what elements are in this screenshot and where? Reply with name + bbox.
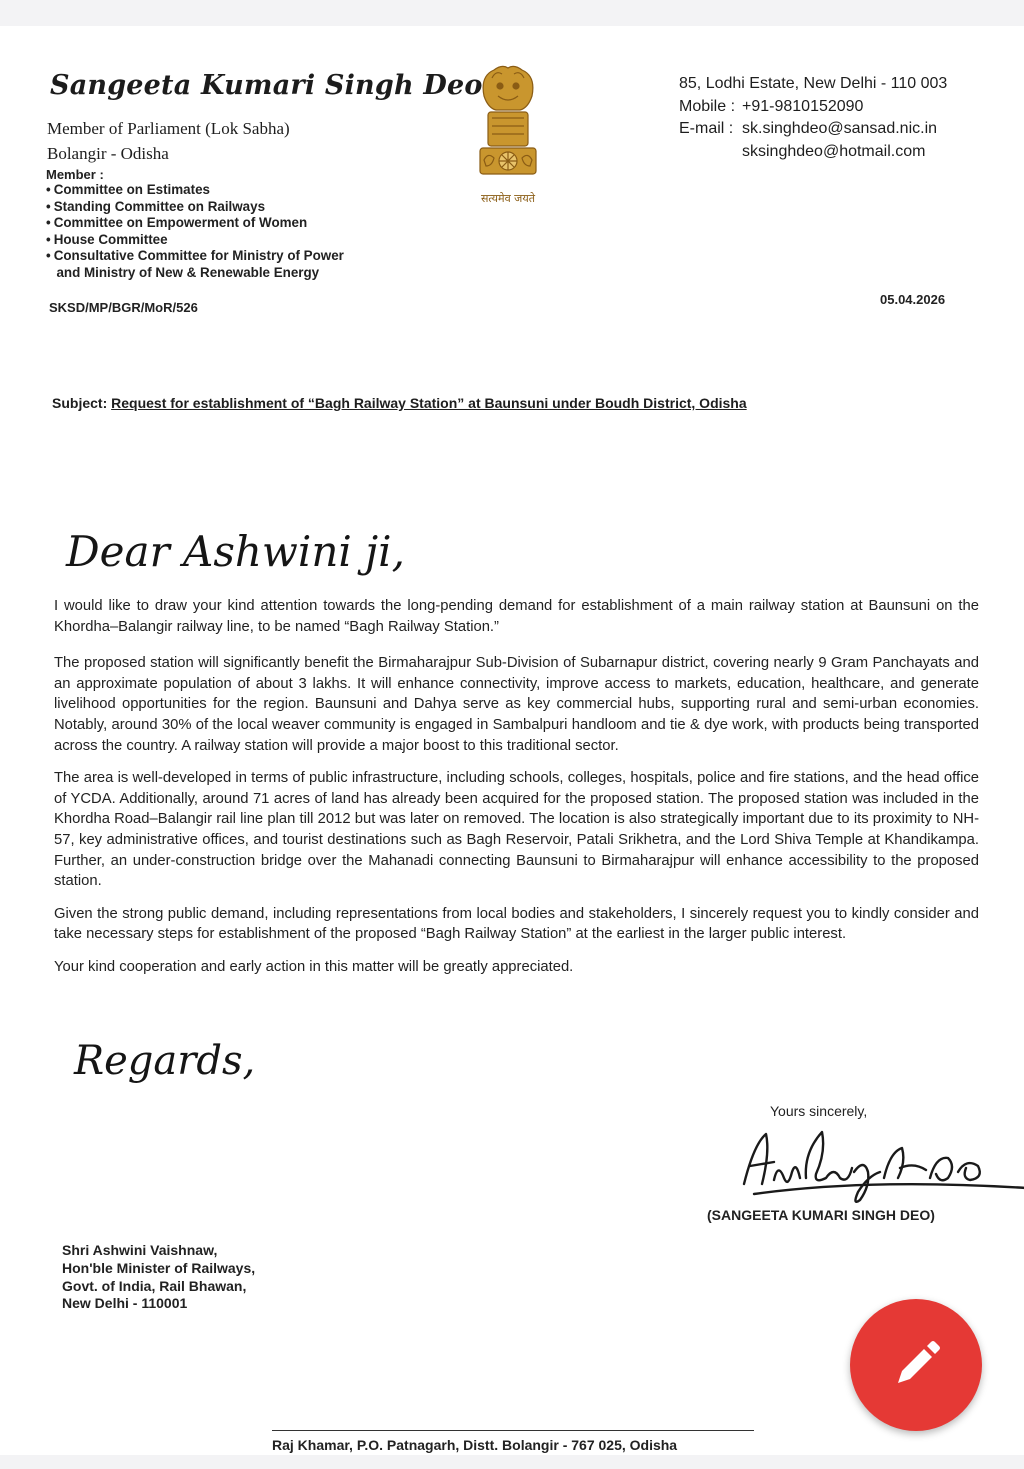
committee-item: • Standing Committee on Railways	[46, 199, 344, 216]
footer-rule	[272, 1430, 754, 1431]
body-paragraph: I would like to draw your kind attention towards the long-pending demand for establishment of a main railway station at Baunsuni on the Khordha–Balangir railway line, to be named “Bagh Railway Station.”	[54, 598, 979, 635]
body-paragraph: Given the strong public demand, including representations from local bodies and stakeholders, I sincerely request you to kindly consider and take necessary steps for establishment of the proposed “Bagh Railway Station” at the earliest in the larger public interest.	[54, 905, 979, 943]
body-paragraph: The proposed station will significantly benefit the Birmaharajpur Sub-Division of Subarnapur district, covering nearly 9 Gram Panchayats and an approximate population of about 3 lakhs. It will enhance connectivity, improve access to markets, education, healthcare, and generate livelihood opportunities for the region. Baunsuni and Dahya serve as key commercial hubs, supporting rural and semi-urban economies. Notably, around 30% of the local weaver community is engaged in Sambalpuri handloom and tie & dye work, with products being transported across the country. A railway station will provide a major boost to this traditional sector.	[54, 655, 979, 754]
reference-number: SKSD/MP/BGR/MoR/526	[49, 300, 198, 315]
addressee-block	[62, 1242, 255, 1313]
top-strip	[0, 0, 1024, 26]
mobile-label: Mobile :	[679, 97, 736, 115]
signature-mark	[730, 1122, 1024, 1212]
svg-text:Dear Ashwini ji,: Dear Ashwini ji,	[66, 527, 405, 576]
office-address: 85, Lodhi Estate, New Delhi - 110 003	[679, 75, 948, 92]
addressee-line: Hon'ble Minister of Railways,	[62, 1259, 256, 1276]
addressee-line: Shri Ashwini Vaishnaw,	[62, 1242, 218, 1258]
mp-constituency: Bolangir - Odisha	[47, 144, 169, 163]
subject-line	[52, 395, 747, 411]
pencil-icon	[888, 1337, 944, 1393]
subject-text: Request for establishment of “Bagh Railway Station” at Baunsuni under Boudh District, Odisha	[111, 395, 747, 411]
addressee-line: Govt. of India, Rail Bhawan,	[62, 1277, 247, 1294]
letter-date: 05.04.2026	[880, 292, 946, 307]
bottom-strip	[0, 1455, 1024, 1469]
committee-item: • House Committee	[46, 232, 344, 249]
addressee-line: New Delhi - 110001	[62, 1295, 188, 1312]
mp-name: Sangeeta Kumari Singh Deo	[50, 70, 483, 101]
committee-item: • Committee on Estimates	[46, 182, 344, 199]
email-secondary: sksinghdeo@hotmail.com	[742, 142, 926, 160]
committee-item: • Committee on Empowerment of Women	[46, 215, 344, 232]
committee-item: and Ministry of New & Renewable Energy	[56, 264, 320, 280]
mobile-number: +91-9810152090	[742, 97, 864, 115]
signatory-name: (SANGEETA KUMARI SINGH DEO)	[707, 1207, 935, 1223]
letter-body	[54, 596, 979, 990]
committee-list	[46, 182, 344, 282]
national-emblem-icon	[462, 56, 554, 212]
handwritten-regards	[70, 1028, 300, 1118]
closing-phrase: Yours sincerely,	[770, 1103, 868, 1119]
body-paragraph: Your kind cooperation and early action in this matter will be greatly appreciated.	[54, 958, 574, 975]
body-paragraph: The area is well-developed in terms of public infrastructure, including schools, colleges, hospitals, police and fire stations, and the head office of YCDA. Additionally, around 71 acres of land has already been acquired for the proposed station. The proposed station was included in the Khordha Road–Balangir rail line plan till 2012 but was later on removed. The location is also strategically important due to its proximity to NH-57, key administrative offices, and tourist destinations such as Bagh Reservoir, Patali Srikhetra, and the Lord Shiva Temple at Khandikampa. Further, an under-construction bridge over the Mahanadi connecting Baunsuni to Birmaharajpur will enhance accessibility to the proposed station.	[54, 770, 979, 890]
mp-role: Member of Parliament (Lok Sabha)	[47, 119, 290, 138]
member-heading: Member :	[46, 167, 104, 182]
contact-block	[679, 73, 947, 163]
handwritten-salutation	[60, 520, 530, 590]
footer-address: Raj Khamar, P.O. Patnagarh, Distt. Bolangir - 767 025, Odisha	[272, 1437, 678, 1453]
subject-label: Subject:	[52, 395, 108, 411]
edit-button[interactable]	[850, 1299, 982, 1431]
emblem-motto: सत्यमेव जयते	[480, 192, 536, 205]
svg-text:Regards,: Regards,	[74, 1038, 256, 1084]
email-label: E-mail :	[679, 120, 734, 138]
committee-item: • Consultative Committee for Ministry of Power	[46, 248, 344, 265]
email-primary: sk.singhdeo@sansad.nic.in	[742, 120, 938, 138]
